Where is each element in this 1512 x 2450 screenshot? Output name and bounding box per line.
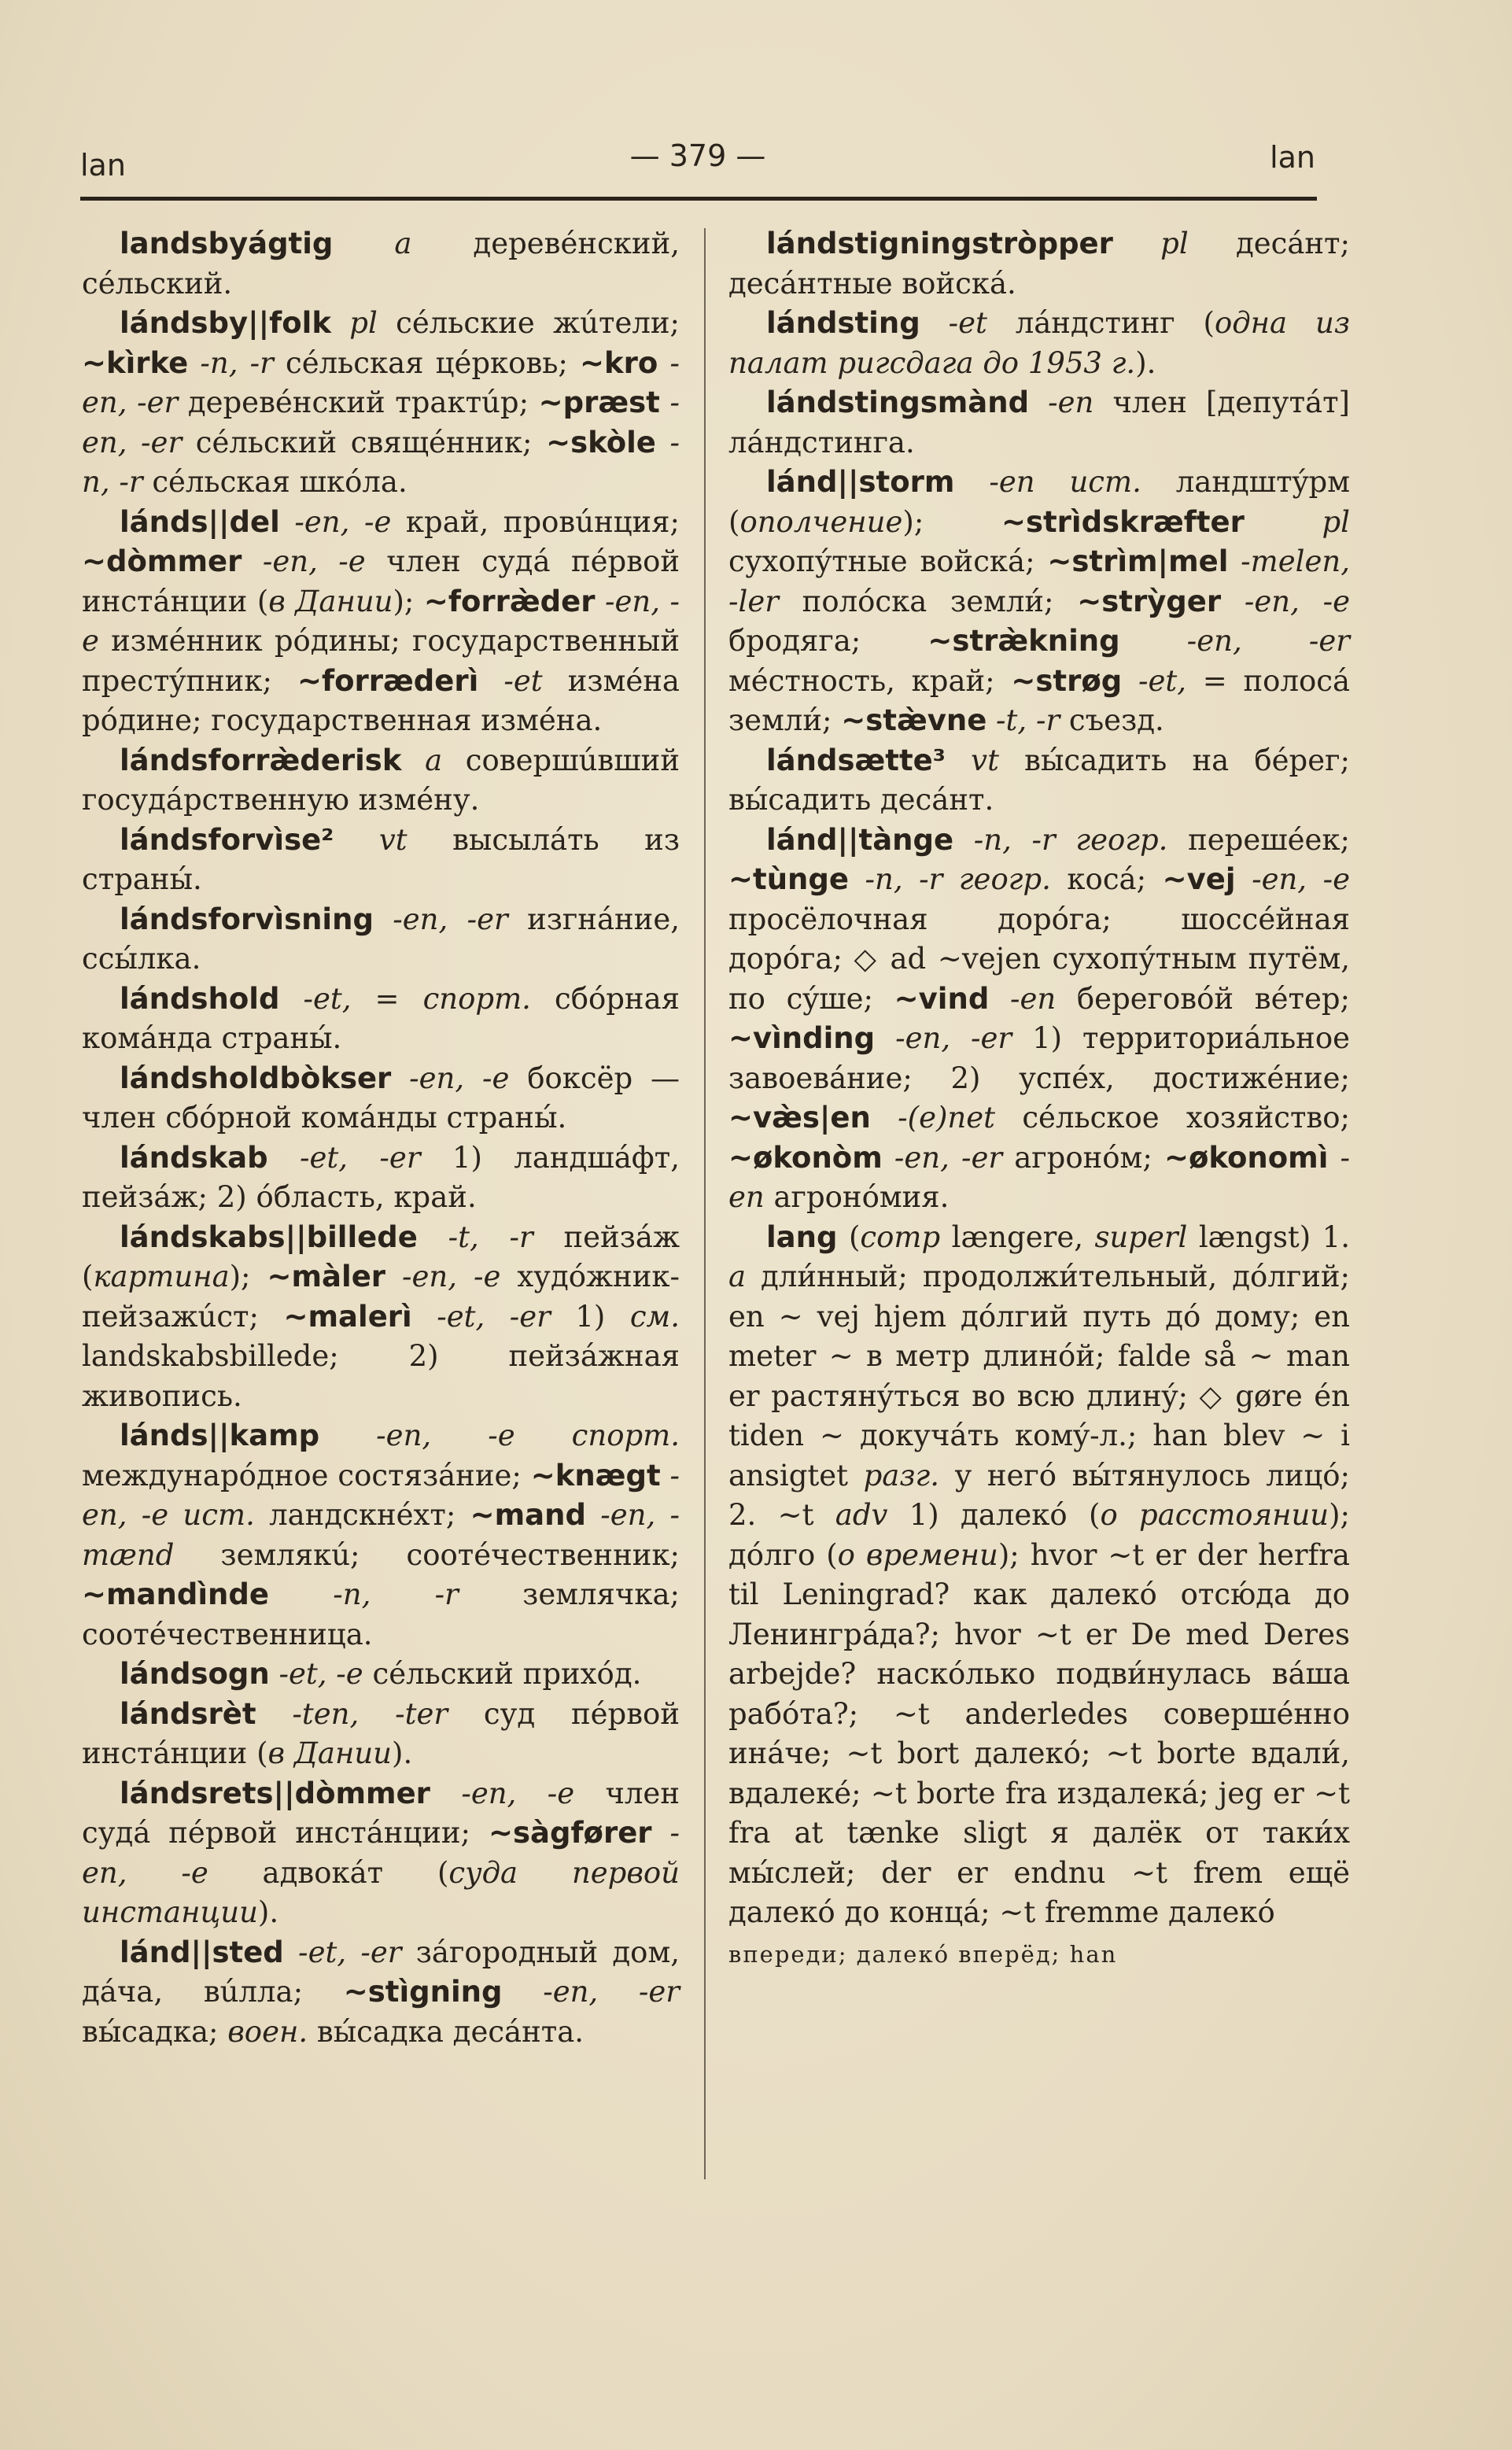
headword: lánd||tànge (766, 822, 954, 857)
headword: ~knægt (530, 1458, 661, 1493)
grammar-note: воен. (227, 2014, 308, 2049)
definition-text: 1) ландшáфт, пейзáж; 2) óбласть, край. (82, 1140, 680, 1214)
dictionary-entry (728, 383, 1350, 463)
definition-text: адвокáт ( (262, 1855, 449, 1890)
grammar-note: a (333, 227, 474, 260)
definition-text: зáгородный дом, дáча, вúлла; (82, 1935, 680, 2009)
right-column (728, 224, 1350, 1974)
headword: lánd||storm (766, 465, 955, 499)
definition-text: ); (393, 584, 424, 618)
definition-text: længere, (940, 1219, 1095, 1254)
grammar-note: -en, -er (82, 345, 680, 419)
headword: ~præst (538, 386, 660, 419)
headword: lándsrèt (120, 1696, 256, 1731)
definition-text: перешéек; (1188, 822, 1350, 857)
headword: ~økonomì (1164, 1140, 1329, 1175)
headword: ~malerì (283, 1299, 412, 1334)
page-number: — 379 — (629, 138, 766, 173)
headword: ~vej (1162, 862, 1236, 896)
grammar-note: -et, = спорт. (279, 981, 555, 1016)
grammar-note: ополчение (739, 504, 903, 539)
headword: ~mand (470, 1498, 586, 1532)
grammar-note: -et, -er (411, 1299, 576, 1334)
grammar-note: -en, -mænd (82, 1498, 680, 1572)
headword: lándstingsmànd (766, 386, 1030, 419)
dictionary-entry (728, 463, 1350, 741)
definition-text: просёлочная дорóга; шоссéйная дорóга; ◇ ad ~vejen сухопýтным путём, по сýше; (728, 902, 1350, 1016)
grammar-note: -t, -r (986, 703, 1069, 737)
headword: lándsforvìse² (120, 822, 334, 857)
definition-text: край, провúнция; (405, 504, 680, 539)
dictionary-entry (82, 224, 680, 304)
definition-text: полóска земли́; (802, 584, 1078, 618)
headword: lándsforvìsning (120, 902, 374, 936)
grammar-note: -en, -er (502, 1975, 680, 2009)
definition-text: землячка; соотéчественница. (82, 1577, 680, 1651)
cut-off-line: впереди; далекó вперёд; han (728, 1940, 1118, 1968)
definition-text: десáнт; десáнтные войскá. (728, 227, 1350, 301)
grammar-note: -en, -e (82, 1816, 680, 1890)
definition-text: сéльская цéрковь; (286, 345, 581, 380)
headword: ~mandìnde (82, 1577, 269, 1611)
dictionary-entry (728, 1933, 1350, 1975)
header-left-guideword: lan (80, 148, 126, 183)
definition-text: косá; (1067, 862, 1163, 896)
headword: ~væ̀s|en (728, 1101, 871, 1135)
grammar-note: -et, -e (269, 1657, 373, 1691)
definition-text: у негó вы́тянулось лицó; 2. ~t (728, 1458, 1350, 1532)
definition-text: ); hvor ~t er der herfra til Leningrad? как далекó отсю́да до Ленингрáда?; hvor ~t er De med Deres arbejde? наскóлько подви́нулась вáша рабóта?; ~t anderledes совершéнно инáче; ~t bort далекó; ~t borte вдали́, вдалеке́; ~t borte fra издалекá; jeg er ~t fra at tænke sligt я далёк от таки́х мы́слей; der er endnu ~t frem ещё далекó до концá; ~t fremme далекó (728, 1537, 1350, 1929)
definition-text: ); (229, 1260, 267, 1293)
definition-text: землякú; соотéчественник; (220, 1537, 680, 1572)
definition-text: пейзáж ( (82, 1219, 680, 1293)
grammar-note: adv (835, 1498, 888, 1532)
definition-text: высылáть из страны́. (82, 822, 680, 896)
definition-text: член судá пéрвой инстáнции ( (82, 544, 680, 618)
definition-text: 1) далекó ( (887, 1498, 1101, 1532)
definition-text: съезд. (1068, 703, 1164, 737)
grammar-note: -en (728, 1140, 1351, 1214)
grammar-note: -n, -r (268, 1577, 523, 1611)
headword: landsbyágtig (120, 227, 334, 260)
headword: lánds||kamp (120, 1419, 320, 1452)
headword: ~màler (267, 1260, 386, 1293)
definition-text: междунарóдное состязáние; (82, 1458, 531, 1493)
grammar-note: -ten, -ter (256, 1696, 484, 1731)
definition-text: суд пéрвой инстáнции ( (82, 1696, 680, 1770)
definition-text: сéльский свящéнник; (195, 425, 547, 459)
headword: lándskabs||billede (120, 1219, 418, 1254)
definition-text: худóжник-пейзажúст; (82, 1260, 680, 1334)
headword: lándstigningstròpper (766, 227, 1113, 260)
grammar-note: -et (920, 306, 1016, 340)
definition-text: совершúвший госудáрственную измéну. (82, 743, 680, 817)
definition-text: ландштýрм ( (728, 465, 1350, 539)
grammar-note: -en, -e (242, 544, 387, 578)
definition-text: ландскнéхт; (269, 1498, 470, 1532)
dictionary-entry (82, 900, 680, 980)
headword: ~økonòm (728, 1140, 883, 1175)
dictionary-entry (728, 821, 1350, 1218)
grammar-note: -en (989, 981, 1077, 1016)
headword: lándsby||folk (120, 306, 331, 340)
definition-text: landskabsbillede; 2) пейзáжная живопись. (82, 1339, 680, 1413)
grammar-note: -en, -e спорт. (319, 1419, 680, 1452)
grammar-note: о расстоянии (1100, 1498, 1329, 1532)
grammar-note: -en, -er (1119, 624, 1350, 658)
grammar-note: см. (629, 1299, 680, 1334)
definition-text: деревéнский, сéльский. (82, 227, 680, 301)
definition-text: сéльские жúтели; (396, 306, 680, 340)
headword: lánd||sted (120, 1935, 284, 1969)
grammar-note: -en, -er (882, 1140, 1015, 1175)
headword: lándsogn (120, 1657, 270, 1691)
grammar-note: картина (93, 1260, 230, 1293)
headword: ~strìm|mel (1047, 544, 1229, 578)
definition-text: бродяга; (728, 624, 928, 658)
headword: ~strøg (1011, 663, 1123, 698)
dictionary-entry (82, 980, 680, 1059)
headword: ~skòle (546, 425, 656, 459)
definition-text: измéна рóдине; государственная измéна. (82, 663, 680, 737)
headword: lándsætte³ (766, 743, 946, 777)
grammar-note: -en, -er (82, 386, 680, 459)
headword: lándshold (120, 981, 280, 1016)
grammar-note: -en, -e (385, 1260, 518, 1293)
definition-text: ); дóлго ( (728, 1498, 1351, 1572)
headword: lándsforræ̀derisk (120, 743, 402, 777)
definition-text: лáндстинг ( (1015, 306, 1215, 340)
dictionary-entry (728, 224, 1350, 304)
dictionary-entry (82, 741, 680, 821)
dictionary-entry (82, 503, 680, 741)
definition-text: агронóмия. (773, 1180, 950, 1214)
definition-text: ); (902, 504, 1001, 539)
grammar-note: -et, -er (267, 1140, 452, 1175)
grammar-note: a (401, 743, 466, 777)
left-column (82, 224, 680, 2052)
grammar-note: pl (330, 306, 396, 340)
headword: ~sàgfører (488, 1816, 652, 1850)
grammar-note: -n, -r (188, 345, 286, 380)
definition-text: вы́садить на бéрег; вы́садить десáнт. (728, 743, 1350, 817)
definition-text: агронóм; (1014, 1140, 1164, 1175)
headword: ~vìnding (728, 1021, 876, 1055)
headword: lándskab (120, 1140, 268, 1175)
definition-text: længst) 1. (1187, 1219, 1350, 1254)
headword: ~vind (894, 981, 990, 1016)
definition-text: измéнник рóдины; государственный престýпник; (82, 624, 680, 698)
headword: lándsholdbòkser (120, 1061, 392, 1095)
headword: ~strìdskræfter (1001, 504, 1245, 539)
grammar-note: comp (860, 1219, 941, 1254)
grammar-note: -et, -er (283, 1935, 416, 1969)
grammar-note: superl (1094, 1219, 1188, 1254)
definition-text: боксёр — член сбóрной комáнды страны́. (82, 1061, 680, 1135)
header-right-guideword: lan (1270, 140, 1315, 175)
headword: lándsting (766, 306, 920, 340)
headword: ~stæ̀vne (841, 703, 987, 737)
dictionary-entry (82, 1138, 680, 1218)
page-header (80, 134, 1315, 197)
definition-text: вы́садка десáнта. (308, 2014, 585, 2049)
headword: ~tùnge (728, 862, 849, 896)
grammar-note: -et (478, 663, 568, 698)
definition-text: изгнáние, ссы́лка. (82, 902, 680, 976)
definition-text: 1) (575, 1299, 630, 1334)
grammar-note: -en, -e (279, 504, 406, 539)
definition-text: ). (392, 1736, 413, 1770)
grammar-note: a (728, 1260, 747, 1293)
grammar-note: -en, -e (391, 1061, 528, 1095)
dictionary-entry (82, 304, 680, 503)
grammar-note: -en, -er (875, 1021, 1033, 1055)
definition-text: дли́нный; продолжи́тельный, дóлгий; en ~ vej hjem дóлгий путь дó дому; en meter ~ в метр длинóй; falde så ~ man er растянýться во всю длинý; ◇ gøre én tiden ~ докучáть комý-л.; han blev ~ i ansigtet (728, 1260, 1350, 1493)
dictionary-entry (728, 1218, 1350, 1933)
definition-text: член [депутáт] лáндстинга. (728, 386, 1350, 459)
headword: ~kro (580, 345, 658, 380)
grammar-note: в Дании (267, 1736, 393, 1770)
headword: ~kìrke (82, 345, 189, 380)
grammar-note: -en ист. (954, 465, 1176, 499)
dictionary-entry (82, 1695, 680, 1774)
definition-text: = полосá земли́; (728, 663, 1351, 737)
grammar-note: -en (1029, 386, 1113, 419)
definition-text: сéльский прихóд. (372, 1657, 642, 1691)
headword: lang (766, 1219, 838, 1254)
definition-text: мéстность, край; (728, 663, 1012, 698)
grammar-note: -en, -er (373, 902, 528, 936)
grammar-note: vt (334, 822, 453, 857)
headword: ~strỳger (1077, 584, 1222, 618)
grammar-note: pl (1112, 227, 1236, 260)
definition-text: сéльское хозяйство; (1022, 1101, 1350, 1135)
definition-text: деревéнский трактúр; (187, 386, 539, 419)
dictionary-entry (82, 1218, 680, 1417)
grammar-note: -en, -e (1221, 584, 1350, 618)
grammar-note: -(e)net (870, 1101, 1023, 1135)
dictionary-entry (728, 304, 1350, 383)
grammar-note: vt (945, 743, 1025, 777)
headword: lándsrets||dòmmer (120, 1776, 430, 1810)
grammar-note: -n, -r (82, 425, 680, 499)
column-divider (704, 228, 706, 2179)
definition-text: сéльская шкóла. (152, 465, 408, 499)
grammar-note: -n, -r геогр. (953, 822, 1189, 857)
definition-text: ). (1135, 345, 1156, 380)
dictionary-entry (728, 741, 1350, 821)
definition-text: 1) территориáльное завоевáние; 2) успéх, достижéние; (728, 1021, 1351, 1095)
grammar-note: в Дании (268, 584, 393, 618)
dictionary-entry (82, 1774, 680, 1933)
definition-text: ). (257, 1895, 279, 1929)
headword: ~forræderì (297, 663, 479, 698)
grammar-note: разг. (863, 1458, 939, 1493)
headword: ~stìgning (343, 1975, 503, 2009)
headword: ~forræ̀der (423, 584, 596, 618)
definition-text: член судá пéрвой инстáнции; (82, 1776, 680, 1850)
grammar-note: -melen, -ler (728, 544, 1350, 618)
dictionary-entry (82, 1655, 680, 1695)
grammar-note: одна из палат ригсдага до 1953 г. (728, 306, 1350, 380)
grammar-note: -en, -e (430, 1776, 606, 1810)
definition-text: ( (837, 1219, 861, 1254)
grammar-note: -et, (1122, 663, 1203, 698)
grammar-note: pl (1244, 504, 1350, 539)
grammar-note: о времени (837, 1537, 998, 1572)
dictionary-entry (82, 821, 680, 900)
headword: ~stræ̀kning (927, 624, 1120, 658)
grammar-note: суда первой инстанции (82, 1855, 680, 1929)
definition-text: вы́садка; (82, 2014, 228, 2049)
dictionary-entry (82, 1416, 680, 1655)
dictionary-entry (82, 1059, 680, 1138)
grammar-note: -n, -r геогр. (848, 862, 1068, 896)
grammar-note: -en, -e (82, 584, 680, 658)
definition-text: сбóрная комáнда страны́. (82, 981, 680, 1055)
dictionary-entry (82, 1933, 680, 2053)
definition-text: сухопýтные войскá; (728, 544, 1048, 578)
definition-text: береговóй вéтер; (1076, 981, 1350, 1016)
header-rule (80, 197, 1317, 201)
headword: lánds||del (120, 504, 280, 539)
grammar-note: -t, -r (417, 1219, 564, 1254)
grammar-note: -en, -e ист. (82, 1458, 680, 1532)
headword: ~dòmmer (82, 544, 242, 578)
grammar-note: -en, -e (1235, 862, 1350, 896)
